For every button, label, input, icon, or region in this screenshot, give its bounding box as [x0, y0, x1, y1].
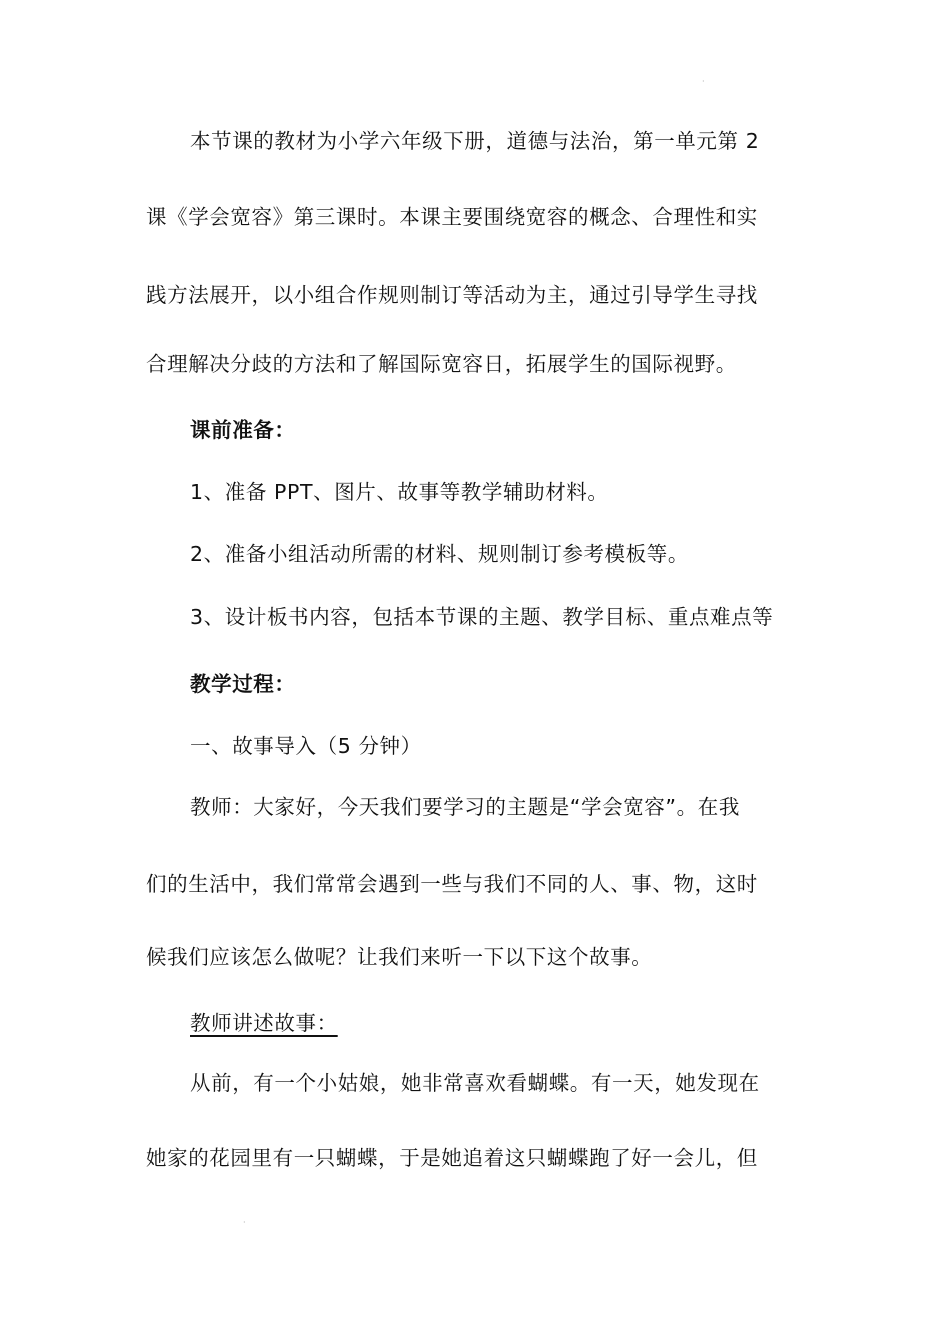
prep-heading: 课前准备：: [190, 418, 296, 442]
story-line-1: 从前，有一个小姑娘，她非常喜欢看蝴蝶。有一天，她发现在: [190, 1071, 760, 1095]
prep-item-3: 3、设计板书内容，包括本节课的主题、教学目标、重点难点等: [190, 605, 774, 629]
intro-paragraph-line-2: 课《学会宽容》第三课时。本课主要围绕宽容的概念、合理性和实: [146, 205, 758, 229]
story-label: 教师讲述故事：: [190, 1011, 338, 1035]
prep-item-1: 1、准备 PPT、图片、故事等教学辅助材料。: [190, 480, 609, 504]
intro-paragraph-line-4: 合理解决分歧的方法和了解国际宽容日，拓展学生的国际视野。: [146, 352, 737, 376]
teacher-speech-line-3: 候我们应该怎么做呢？让我们来听一下以下这个故事。: [146, 945, 653, 969]
prep-item-2: 2、准备小组活动所需的材料、规则制订参考模板等。: [190, 542, 689, 566]
intro-paragraph-line-3: 践方法展开，以小组合作规则制订等活动为主，通过引导学生寻找: [146, 283, 758, 307]
page-mark-dot: ·: [702, 77, 705, 86]
teacher-speech-line-1: 教师：大家好，今天我们要学习的主题是“学会宽容”。在我: [190, 795, 740, 819]
section-1-title: 一、故事导入（5 分钟）: [190, 734, 422, 758]
process-heading: 教学过程：: [190, 672, 296, 696]
story-line-2: 她家的花园里有一只蝴蝶，于是她追着这只蝴蝶跑了好一会儿，但: [146, 1146, 758, 1170]
intro-paragraph-line-1: 本节课的教材为小学六年级下册，道德与法治，第一单元第 2: [190, 129, 760, 153]
page-mark-dot: ·: [243, 1218, 246, 1227]
teacher-speech-line-2: 们的生活中，我们常常会遇到一些与我们不同的人、事、物，这时: [146, 872, 758, 896]
